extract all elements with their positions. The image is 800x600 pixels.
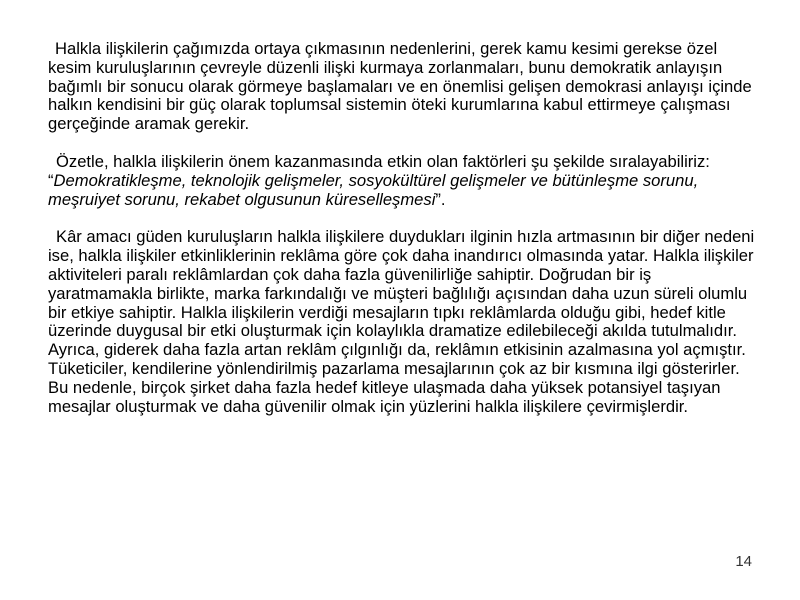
paragraph-2-end: ”. [435,189,446,209]
slide-body [48,40,760,435]
paragraph-2-intro: Özetle, halkla ilişkilerin önem kazanmasında etkin olan faktörleri şu şekilde sıralayabiliriz: “ [48,151,710,190]
page-number: 14 [735,553,752,570]
paragraph-3: Kâr amacı güden kuruluşların halkla ilişkilere duydukları ilginin hızla artmasının bir diğer nedeni ise, halkla ilişkiler etkinliklerinin reklâma göre çok daha inandırıcı olmasında yatar. Halkla ilişkiler aktiviteleri paralı reklâmlardan çok daha fazla güvenilirliğe sahiptir. Doğrudan bir iş yaratmamakla birlikte, marka farkındalığı ve müşteri bağlılığı açısından daha uzun süreli olumlu bir etkiye sahiptir. Halkla ilişkilerin verdiği mesajların tıpkı reklâmlarda olduğu gibi, hedef kitle üzerinde duygusal bir etki oluşturmak için kolaylıkla dramatize edilebileceği akılda tutulmalıdır. Ayrıca, giderek daha fazla artan reklâm çılgınlığı da, reklâmın etkisinin azalmasına yol açmıştır. Tüketiciler, kendilerine yönlendirilmiş pazarlama mesajlarının çok az bir kısmına ilgi gösterirler. Bu nedenle, birçok şirket daha fazla hedef kitleye ulaşmada daha yüksek potansiyel taşıyan mesajlar oluşturmak ve daha güvenilir olmak için yüzlerini halkla ilişkilere çevirmişlerdir. [48,227,755,416]
paragraph-2-factors: Demokratikleşme, teknolojik gelişmeler, sosyokültürel gelişmeler ve bütünleşme sorunu, meşruiyet sorunu, rekabet olgusunun küreselleşmesi [48,170,699,209]
paragraph-2 [48,153,760,209]
paragraph-1: Halkla ilişkilerin çağımızda ortaya çıkmasının nedenlerini, gerek kamu kesimi gerekse özel kesim kuruluşlarının çevreyle düzenli ilişki kurmaya zorlanmaları, bunu demokratik anlayışın bağımlı bir sonucu olarak görmeye başlamaları ve en önemlisi gelişen demokrasi anlayışı içinde halkın kendisini bir güç olarak toplumsal sistemin öteki kurumlarına kabul ettirmeye çalışması gerçeğinde aramak gerekir. [48,39,752,134]
